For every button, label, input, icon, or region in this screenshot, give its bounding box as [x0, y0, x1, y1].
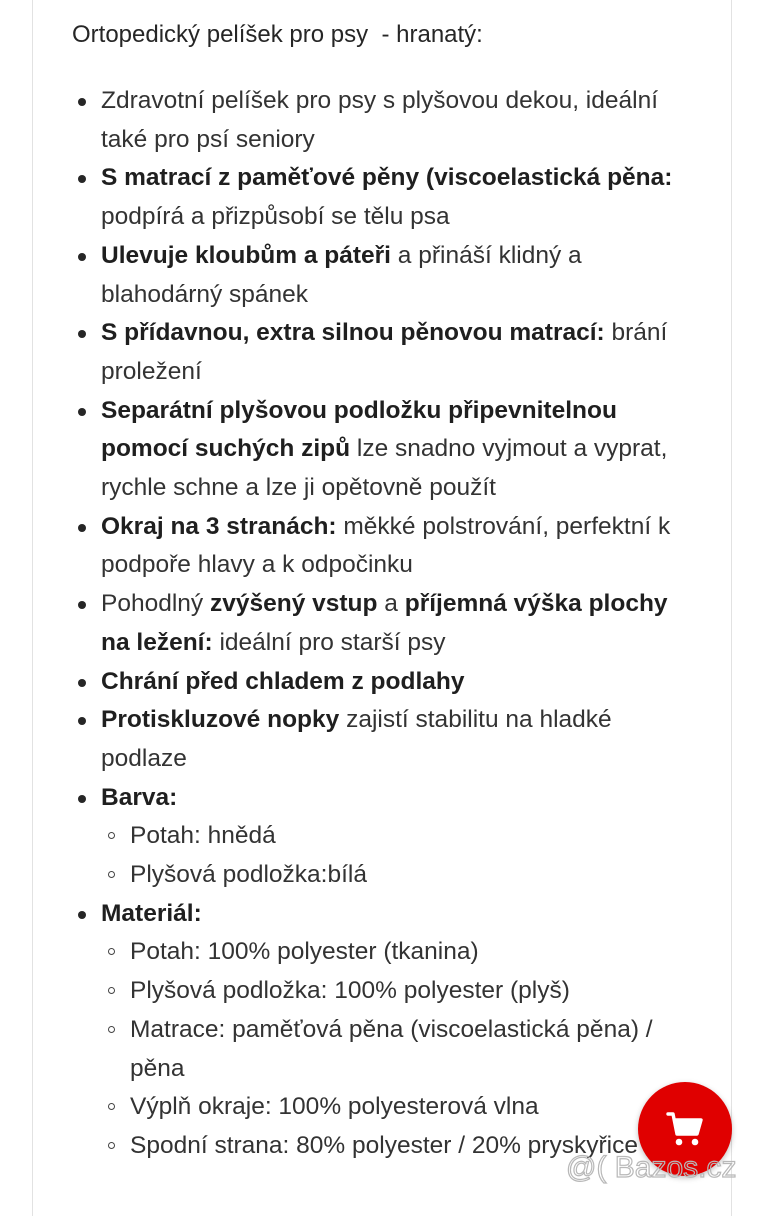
feature-list: [72, 82, 702, 1166]
circle-bullet-icon: [108, 1103, 115, 1110]
material-item-text: Plyšová podložka: 100% polyester (plyš): [130, 977, 570, 1005]
bullet-icon: [78, 98, 86, 106]
feature-item: [72, 392, 702, 508]
circle-bullet-icon: [108, 871, 115, 878]
material-item: [101, 1127, 702, 1166]
material-item-text: Matrace: paměťová pěna (viscoelastická pěna) / pěna: [130, 1015, 653, 1082]
feature-item: [72, 314, 702, 391]
material-section: [72, 895, 702, 1166]
feature-item: [72, 82, 702, 159]
feature-text: brání proležení: [101, 319, 668, 385]
feature-highlight: S přídavnou, extra silnou pěnovou matrací:: [101, 319, 605, 347]
feature-item: [72, 701, 702, 778]
feature-text: zajistí stabilitu na hladké podlaze: [101, 706, 612, 772]
circle-bullet-icon: [108, 1026, 115, 1033]
cart-button[interactable]: [638, 1082, 732, 1176]
color-item-text: Potah: hnědá: [130, 822, 276, 850]
feature-text: podpírá a přizpůsobí se tělu psa: [101, 203, 450, 231]
feature-text: Zdravotní pelíšek pro psy s plyšovou dekou, ideální také pro psí seniory: [101, 87, 659, 153]
feature-highlight: S matrací z paměťové pěny (viscoelastická pěna:: [101, 164, 673, 192]
color-item: [101, 817, 702, 856]
color-list: [101, 817, 702, 894]
bullet-icon: [78, 408, 86, 416]
feature-text: lze snadno vyjmout a vyprat, rychle schne a lze ji opětovně použít: [101, 435, 668, 502]
bullet-icon: [78, 253, 86, 261]
circle-bullet-icon: [108, 1142, 115, 1149]
circle-bullet-icon: [108, 948, 115, 955]
feature-highlight: Chrání před chladem z podlahy: [101, 667, 465, 695]
material-section-label: Materiál:: [101, 899, 202, 927]
product-title: Ortopedický pelíšek pro psy - hranatý:: [72, 21, 483, 48]
material-item-text: Potah: 100% polyester (tkanina): [130, 938, 479, 966]
bullet-icon: [78, 330, 86, 338]
circle-bullet-icon: [108, 832, 115, 839]
color-item-text: Plyšová podložka:bílá: [130, 861, 367, 889]
material-item: [101, 933, 702, 972]
feature-text: a: [377, 590, 405, 618]
circle-bullet-icon: [108, 987, 115, 994]
feature-text: ideální pro starší psy: [212, 628, 446, 656]
feature-highlight: příjemná výška plochy na ležení:: [101, 590, 668, 656]
feature-highlight: Separátní plyšovou podložku připevnitelnou pomocí suchých zipů: [101, 396, 617, 463]
feature-item: [72, 237, 702, 314]
bullet-icon: [78, 795, 86, 803]
bullet-icon: [78, 601, 86, 609]
bullet-icon: [78, 717, 86, 725]
feature-text: a přináší klidný a blahodárný spánek: [101, 241, 582, 308]
material-item: [101, 1088, 702, 1127]
material-list: [101, 933, 702, 1165]
shopping-cart-icon: [663, 1107, 707, 1151]
bullet-icon: [78, 175, 86, 183]
feature-highlight: Ulevuje kloubům a páteři: [101, 241, 391, 269]
feature-highlight: Okraj na 3 stranách:: [101, 512, 337, 540]
color-section-label: Barva:: [101, 783, 178, 811]
feature-item: [72, 663, 702, 702]
bullet-icon: [78, 911, 86, 919]
feature-item: [72, 508, 702, 585]
material-item-text: Výplň okraje: 100% polyesterová vlna: [130, 1093, 539, 1121]
feature-item: [72, 159, 702, 236]
feature-highlight: zvýšený vstup: [209, 590, 378, 618]
feature-item: [72, 585, 702, 662]
feature-highlight: Protiskluzové nopky: [101, 706, 340, 734]
feature-text: měkké polstrování, perfektní k podpoře hlavy a k odpočinku: [101, 512, 671, 579]
bullet-icon: [78, 679, 86, 687]
material-item: [101, 1011, 702, 1088]
material-item-text: Spodní strana: 80% polyester / 20% pryskyřice: [130, 1131, 638, 1159]
color-item: [101, 856, 702, 895]
bullet-icon: [78, 524, 86, 532]
material-item: [101, 972, 702, 1011]
feature-text: Pohodlný: [101, 590, 210, 618]
color-section: [72, 779, 702, 895]
